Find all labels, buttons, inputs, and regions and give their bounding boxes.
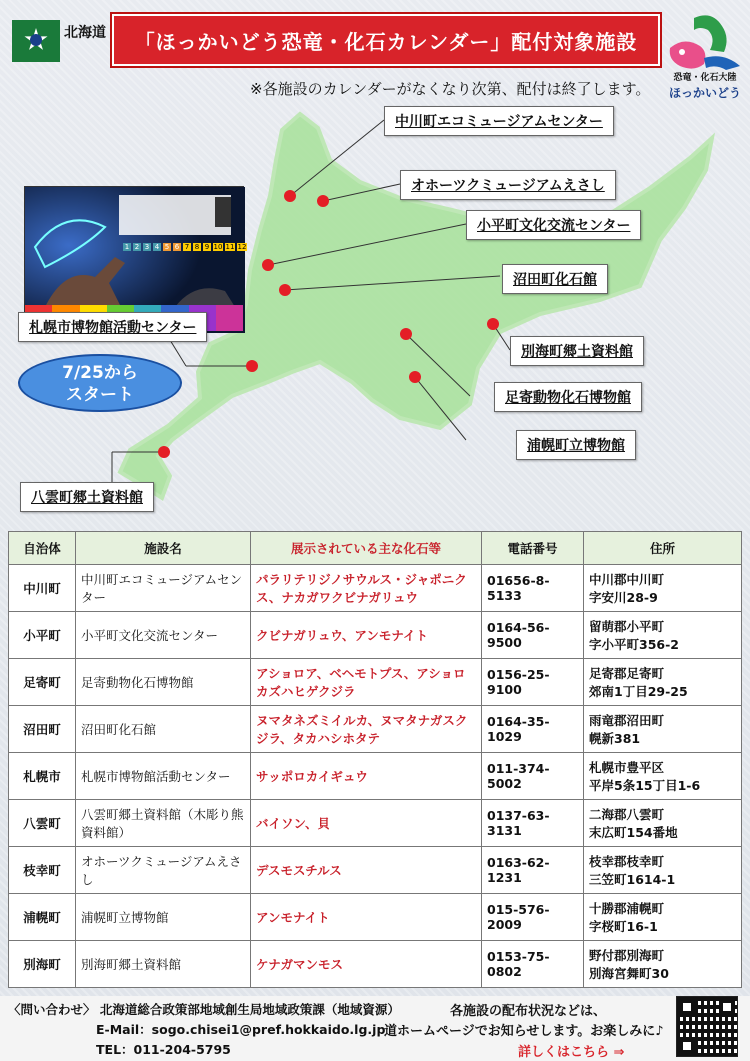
footer-message-2: 道ホームページでお知らせします。お楽しみに♪ bbox=[384, 1024, 664, 1039]
table-row: 枝幸町 オホーツクミュージアムえさし デスモスチルス 0163-62-1231 枝幸郡枝幸町 三笠町1614-1 bbox=[9, 847, 742, 894]
map-label-numata: 沼田町化石館 bbox=[502, 264, 608, 294]
contact-label: 〈問い合わせ〉 北海道総合政策部地域創生局地域政策課（地域資源） bbox=[8, 1002, 400, 1017]
table-row: 小平町 小平町文化交流センター クビナガリュウ、アンモナイト 0164-56-9500 留萌郡小平町 字小平町356-2 bbox=[9, 612, 742, 659]
map-label-esashi: オホーツクミュージアムえさし bbox=[400, 170, 616, 200]
contact-phone: TEL：011-204-5795 bbox=[96, 1042, 231, 1057]
prefecture-name: 北海道 bbox=[64, 25, 106, 41]
table-row: 足寄町 足寄動物化石博物館 アショロア、ベヘモトプス、アショロカズハヒゲクジラ 0156-25-9100 足寄郡足寄町 郊南1丁目29-25 bbox=[9, 659, 742, 706]
col-address: 住所 bbox=[584, 532, 742, 565]
map-label-obira: 小平町文化交流センター bbox=[466, 210, 641, 240]
logo-wordmark: ほっかいどう bbox=[668, 86, 741, 100]
marker-betsukai bbox=[487, 318, 499, 330]
table-header-row bbox=[9, 532, 742, 565]
table-row: 札幌市 札幌市博物館活動センター サッポロカイギュウ 011-374-5002 札幌市豊平区 平岸5条15丁目1-6 bbox=[9, 753, 742, 800]
marker-nakagawa bbox=[284, 190, 296, 202]
map-label-nakagawa: 中川町エコミュージアムセンター bbox=[384, 106, 614, 136]
table-row: 別海町 別海町郷土資料館 ケナガマンモス 0153-75-0802 野付郡別海町 別海宮舞町30 bbox=[9, 941, 742, 988]
map-label-horoizumi: 浦幌町立博物館 bbox=[516, 430, 636, 460]
marker-sapporo bbox=[246, 360, 258, 372]
table-row: 浦幌町 浦幌町立博物館 アンモナイト 015-576-2009 十勝郡浦幌町 字桜町16-1 bbox=[9, 894, 742, 941]
distribution-notice: ※各施設のカレンダーがなくなり次第、配付は終了します。 bbox=[250, 80, 651, 98]
footer bbox=[0, 996, 750, 1061]
hokkaido-map bbox=[0, 100, 750, 520]
map-label-ashoro: 足寄動物化石博物館 bbox=[494, 382, 642, 412]
table-row: 中川町 中川町エコミュージアムセンター パラリテリジノサウルス・ジャポニクス、ナカガワクビナガリュウ 01656-8-5133 中川郡中川町 字安川28-9 bbox=[9, 565, 742, 612]
col-facility: 施設名 bbox=[76, 532, 251, 565]
col-town: 自治体 bbox=[9, 532, 76, 565]
table-row: 八雲町 八雲町郷土資料館（木彫り熊資料館） バイソン、貝 0137-63-3131 二海郡八雲町 末広町154番地 bbox=[9, 800, 742, 847]
marker-esashi bbox=[317, 195, 329, 207]
calendar-thumbnail bbox=[24, 186, 247, 332]
map-label-betsukai: 別海町郷土資料館 bbox=[510, 336, 644, 366]
marker-yakumo bbox=[158, 446, 170, 458]
contact-email[interactable]: E-Mail：sogo.chisei1@pref.hokkaido.lg.jp bbox=[96, 1022, 386, 1037]
page-title-banner bbox=[112, 14, 660, 66]
marker-obira bbox=[262, 259, 274, 271]
start-date-bubble: 7/25から スタート bbox=[18, 354, 182, 412]
calendar-month-row: 1 2 3 4 5 6 7 8 9 10 11 12 bbox=[124, 243, 247, 251]
marker-ashoro bbox=[400, 328, 412, 340]
map-label-sapporo: 札幌市博物館活動センター bbox=[18, 312, 207, 342]
col-fossils: 展示されている主な化石等 bbox=[251, 532, 482, 565]
marker-numata bbox=[279, 284, 291, 296]
col-phone: 電話番号 bbox=[482, 532, 584, 565]
details-link[interactable]: 詳しくはこちら ⇒ bbox=[518, 1045, 625, 1060]
logo-caption: 恐竜・化石大陸 bbox=[673, 73, 737, 83]
prefecture-flag-icon bbox=[12, 20, 60, 62]
table-row: 沼田町 沼田町化石館 ヌマタネズミイルカ、ヌマタナガスクジラ、タカハシホタテ 0164-35-1029 雨竜郡沼田町 幌新381 bbox=[9, 706, 742, 753]
map-label-yakumo: 八雲町郷土資料館 bbox=[20, 482, 154, 512]
page-title: 「ほっかいどう恐竜・化石カレンダー」配付対象施設 bbox=[134, 29, 638, 54]
facilities-table bbox=[8, 531, 742, 988]
qr-code-icon[interactable] bbox=[676, 996, 738, 1057]
footer-message-1: 各施設の配布状況などは、 bbox=[450, 1004, 607, 1019]
marker-horoizumi bbox=[409, 371, 421, 383]
